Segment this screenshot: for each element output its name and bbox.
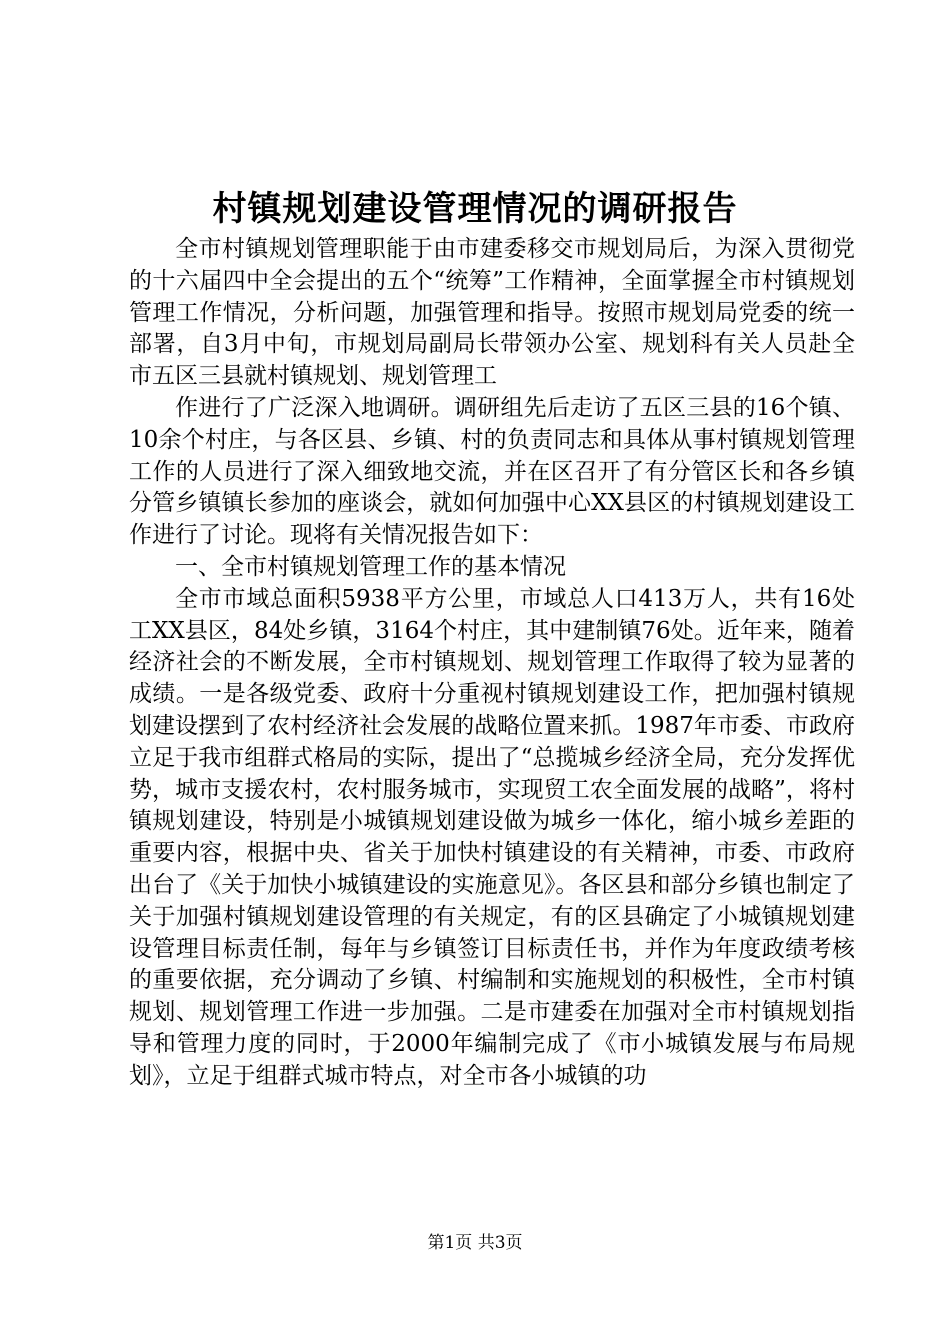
page-total: 共3页 bbox=[477, 1233, 523, 1253]
section-heading: 一、全市村镇规划管理工作的基本情况 bbox=[175, 553, 566, 580]
page-footer bbox=[0, 1231, 950, 1255]
paragraph-basic-situation: 全市市域总面积5938平方公里，市域总人口413万人，共有16处工XX县区，84处乡镇，3164个村庄，其中建制镇76处。近年来，随着经济社会的不断发展，全市村镇规划、规划管理工作取得了较为显著的成绩。一是各级党委、政府十分重视村镇规划建设工作，把加强村镇规划建设摆到了农村经济社会发展的战略位置来抓。1987年市委、市政府立足于我市组群式格局的实际，提出了“总揽城乡经济全局，充分发挥优势，城市支援农村，农村服务城市，实现贸工农全面发展的战略”，将村镇规划建设，特别是小城镇规划建设做为城乡一体化，缩小城乡差距的重要内容，根据中央、省关于加快村镇建设的有关精神，市委、市政府出台了《关于加快小城镇建设的实施意见》。各区县和部分乡镇也制定了关于加强村镇规划建设管理的有关规定，有的区县确定了小城镇规划建设管理目标责任制，每年与乡镇签订目标责任书，并作为年度政绩考核的重要依据，充分调动了乡镇、村编制和实施规划的积极性，全市村镇规划、规划管理工作进一步加强。二是市建委在加强对全市村镇规划指导和管理力度的同时，于2000年编制完成了《市小城镇发展与布局规划》，立足于组群式城市特点，对全市各小城镇的功 bbox=[129, 585, 855, 1089]
paragraph-intro: 全市村镇规划管理职能于由市建委移交市规划局后，为深入贯彻党的十六届四中全会提出的五个“统筹”工作精神，全面掌握全市村镇规划管理工作情况，分析问题，加强管理和指导。按照市规划局党委的统一部署，自3月中旬，市规划局副局长带领办公室、规划科有关人员赴全市五区三县就村镇规划、规划管理工 bbox=[129, 236, 855, 390]
paragraph-research: 作进行了广泛深入地调研。调研组先后走访了五区三县的16个镇、10余个村庄，与各区县、乡镇、村的负责同志和具体从事村镇规划管理工作的人员进行了深入细致地交流，并在区召开了有分管区长和各乡镇分管乡镇镇长参加的座谈会，就如何加强中心XX县区的村镇规划建设工作进行了讨论。现将有关情况报告如下： bbox=[129, 394, 855, 549]
document-body bbox=[129, 234, 855, 1093]
page-number: 第1页 bbox=[427, 1233, 473, 1253]
document-title: 村镇规划建设管理情况的调研报告 bbox=[212, 189, 738, 229]
